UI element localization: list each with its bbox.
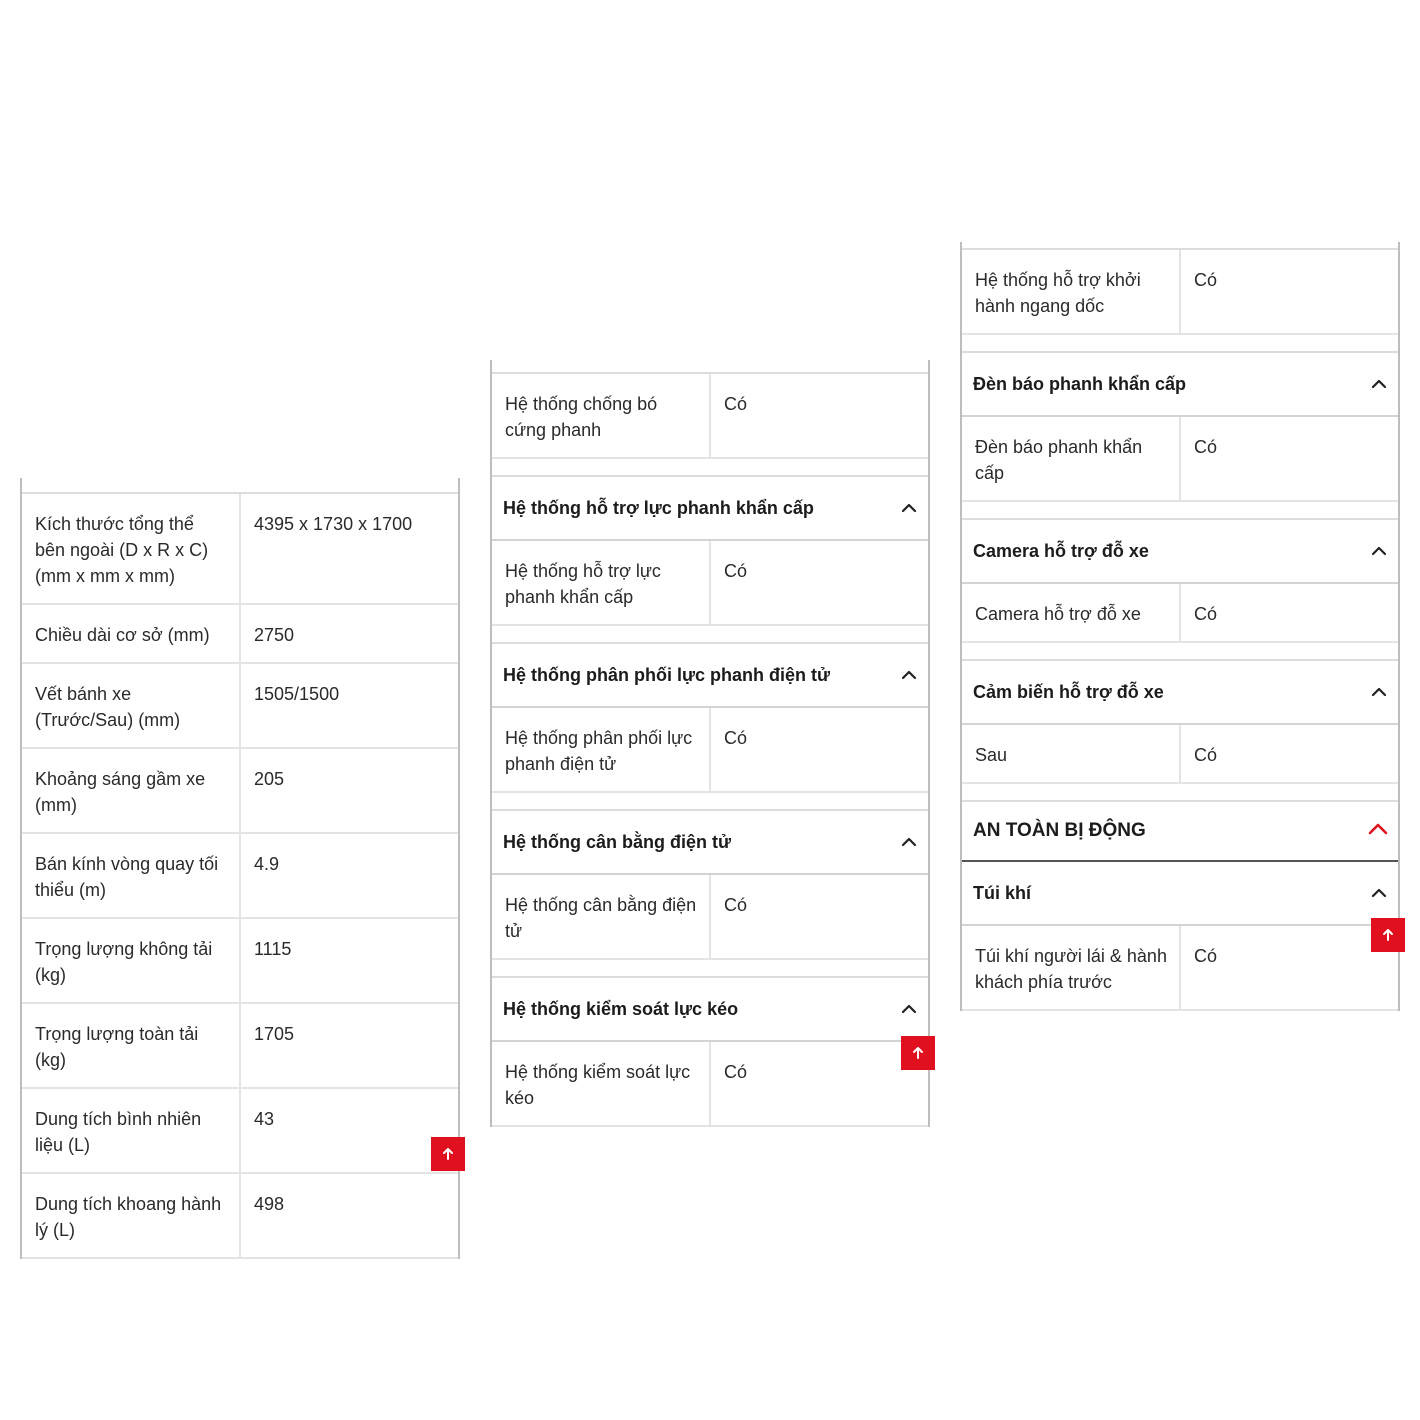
chevron-up-icon <box>900 666 918 684</box>
accordion-header[interactable] <box>962 353 1398 417</box>
chevron-up-icon <box>1368 822 1388 840</box>
table-row <box>962 584 1398 643</box>
arrow-up-icon <box>441 1147 455 1161</box>
scroll-to-top-button[interactable] <box>901 1036 935 1070</box>
row-label: Hệ thống phân phối lực phanh điện tử <box>492 708 711 791</box>
group-spacer <box>492 459 928 477</box>
row-value: Có <box>724 895 748 915</box>
row-label: Sau <box>962 725 1181 782</box>
accordion-title: Cảm biến hỗ trợ đỗ xe <box>973 681 1164 702</box>
row-value: Có <box>724 728 748 748</box>
table-row <box>22 1089 458 1174</box>
table-row <box>22 605 458 664</box>
table-row <box>22 494 458 605</box>
chevron-up-icon <box>900 499 918 517</box>
table-row <box>492 708 928 793</box>
row-value: 43 <box>254 1109 275 1129</box>
row-label: Khoảng sáng gầm xe (mm) <box>22 749 241 832</box>
row-value: Có <box>1194 437 1218 457</box>
table-row <box>22 1174 458 1259</box>
row-value: Có <box>724 394 748 414</box>
accordion-title: Hệ thống kiểm soát lực kéo <box>503 998 739 1019</box>
table-row <box>22 919 458 1004</box>
arrow-up-icon <box>911 1046 925 1060</box>
section-header-passive-safety[interactable] <box>962 802 1398 862</box>
chevron-up-icon <box>900 1000 918 1018</box>
table-top-spacer <box>22 478 458 494</box>
table-row <box>22 664 458 749</box>
row-value: 498 <box>254 1194 285 1214</box>
section-title: AN TOÀN BỊ ĐỘNG <box>973 820 1146 841</box>
chevron-up-icon <box>1370 683 1388 701</box>
row-value: Có <box>1194 946 1218 966</box>
row-value: 4395 x 1730 x 1700 <box>254 514 413 534</box>
table-row <box>22 834 458 919</box>
chevron-up-icon <box>1370 884 1388 902</box>
chevron-up-icon <box>900 833 918 851</box>
row-value: Có <box>724 1062 748 1082</box>
table-top-spacer <box>492 360 928 374</box>
row-value: 1705 <box>254 1024 295 1044</box>
accordion-header[interactable] <box>962 862 1398 926</box>
accordion-header[interactable] <box>962 520 1398 584</box>
table-row <box>492 541 928 626</box>
table-row <box>962 417 1398 502</box>
table-row <box>492 374 928 459</box>
row-label: Trọng lượng toàn tải (kg) <box>22 1004 241 1087</box>
table-row <box>22 1004 458 1089</box>
accordion-header[interactable] <box>962 661 1398 725</box>
row-label: Đèn báo phanh khẩn cấp <box>962 417 1181 500</box>
accordion-header[interactable] <box>492 477 928 541</box>
row-label: Dung tích khoang hành lý (L) <box>22 1174 241 1257</box>
row-label: Bán kính vòng quay tối thiểu (m) <box>22 834 241 917</box>
group-spacer <box>492 793 928 811</box>
table-row <box>962 725 1398 784</box>
row-label: Hệ thống kiểm soát lực kéo <box>492 1042 711 1125</box>
row-value: 1505/1500 <box>254 684 340 704</box>
specs-table <box>20 478 460 1259</box>
row-value: 2750 <box>254 625 295 645</box>
table-row <box>492 1042 928 1127</box>
specs-table <box>960 242 1400 1011</box>
group-spacer <box>962 784 1398 802</box>
row-label: Hệ thống hỗ trợ lực phanh khẩn cấp <box>492 541 711 624</box>
row-label: Dung tích bình nhiên liệu (L) <box>22 1089 241 1172</box>
row-label: Kích thước tổng thể bên ngoài (D x R x C) (mm x mm x mm) <box>22 494 241 603</box>
chevron-up-icon <box>1370 542 1388 560</box>
row-label: Chiều dài cơ sở (mm) <box>22 605 241 662</box>
specs-panel-safety <box>960 242 1400 992</box>
accordion-header[interactable] <box>492 978 928 1042</box>
table-row <box>962 926 1398 1011</box>
row-value: 1115 <box>254 939 292 959</box>
accordion-header[interactable] <box>492 811 928 875</box>
accordion-title: Camera hỗ trợ đỗ xe <box>973 540 1149 561</box>
specs-panel-dimensions <box>20 478 460 1240</box>
table-row <box>22 749 458 834</box>
row-value: Có <box>724 561 748 581</box>
chevron-up-icon <box>1370 375 1388 393</box>
accordion-header[interactable] <box>492 644 928 708</box>
table-row <box>962 250 1398 335</box>
row-value: Có <box>1194 270 1218 290</box>
group-spacer <box>962 335 1398 353</box>
row-label: Hệ thống chống bó cứng phanh <box>492 374 711 457</box>
row-value: 4.9 <box>254 854 280 874</box>
row-label: Hệ thống hỗ trợ khởi hành ngang dốc <box>962 250 1181 333</box>
group-spacer <box>962 502 1398 520</box>
accordion-title: Hệ thống phân phối lực phanh điện tử <box>503 664 831 685</box>
table-row <box>492 875 928 960</box>
scroll-to-top-button[interactable] <box>431 1137 465 1171</box>
accordion-title: Đèn báo phanh khẩn cấp <box>973 373 1187 394</box>
row-label: Camera hỗ trợ đỗ xe <box>962 584 1181 641</box>
row-value: Có <box>1194 745 1218 765</box>
group-spacer <box>492 626 928 644</box>
row-label: Vết bánh xe (Trước/Sau) (mm) <box>22 664 241 747</box>
row-label: Hệ thống cân bằng điện tử <box>492 875 711 958</box>
arrow-up-icon <box>1381 928 1395 942</box>
row-value: 205 <box>254 769 285 789</box>
accordion-title: Hệ thống hỗ trợ lực phanh khẩn cấp <box>503 497 814 518</box>
specs-table <box>490 360 930 1127</box>
group-spacer <box>492 960 928 978</box>
row-value: Có <box>1194 604 1218 624</box>
group-spacer <box>962 643 1398 661</box>
accordion-title: Hệ thống cân bằng điện tử <box>503 831 732 852</box>
row-label: Túi khí người lái & hành khách phía trước <box>962 926 1181 1009</box>
row-label: Trọng lượng không tải (kg) <box>22 919 241 1002</box>
accordion-title: Túi khí <box>973 882 1031 903</box>
scroll-to-top-button[interactable] <box>1371 918 1405 952</box>
specs-panel-active-safety <box>490 360 930 1108</box>
table-top-spacer <box>962 242 1398 250</box>
